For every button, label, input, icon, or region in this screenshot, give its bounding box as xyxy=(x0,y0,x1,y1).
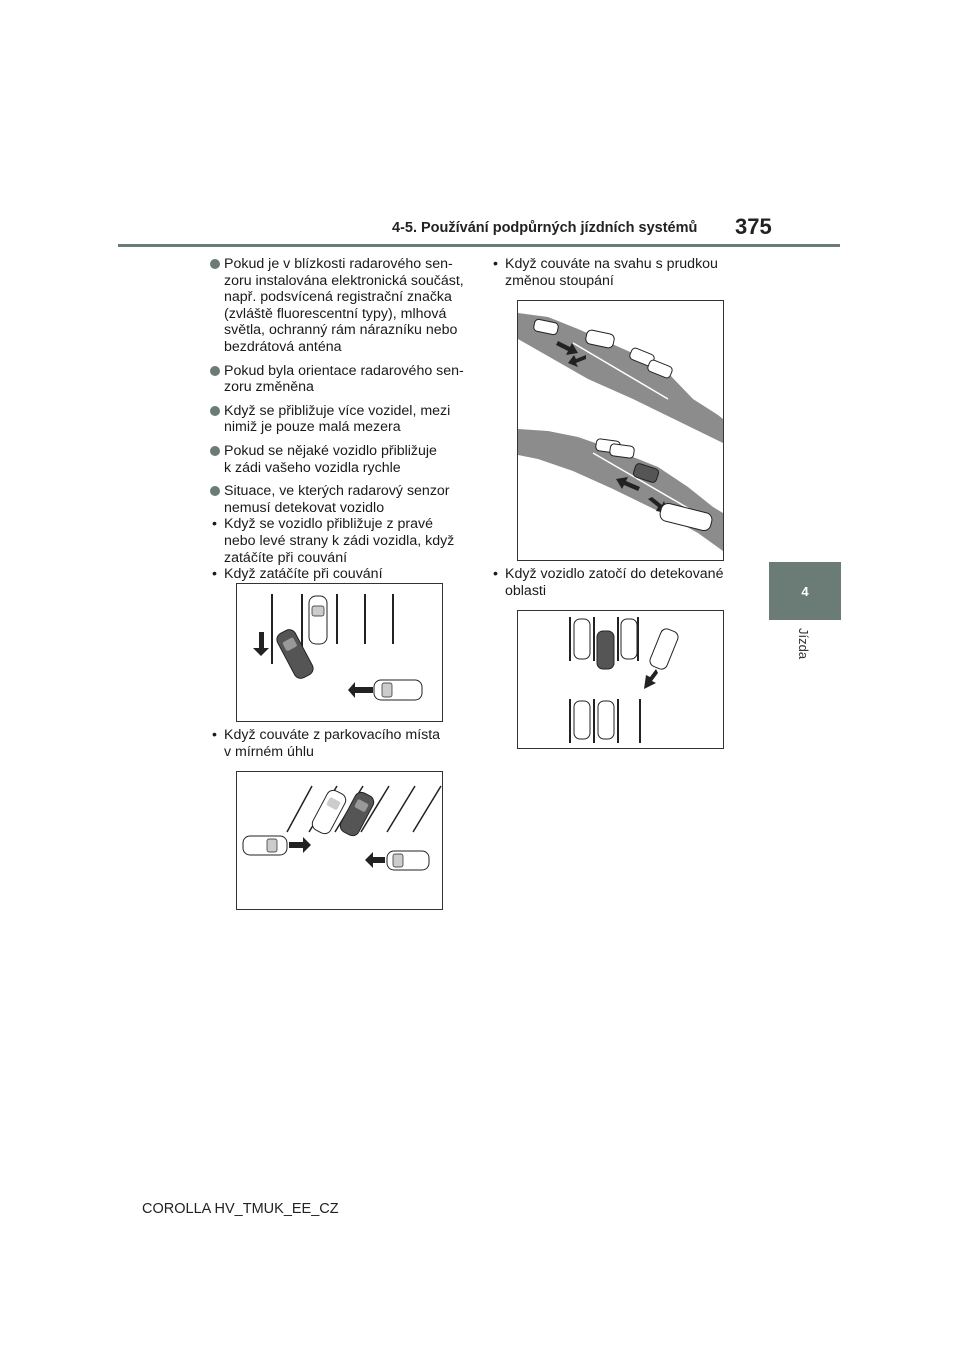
text-line: Pokud byla orientace radarového sen- xyxy=(224,362,464,379)
figure-angled-parking xyxy=(236,771,443,910)
bullet-item xyxy=(210,363,472,396)
text-line: Pokud se nějaké vozidlo přibližuje xyxy=(224,442,437,459)
sub-bullet-mark: • xyxy=(212,727,217,743)
text-line: Když se vozidlo přibližuje z pravé xyxy=(224,516,433,533)
chapter-label: Jízda xyxy=(796,628,811,660)
figure-slope xyxy=(517,300,724,561)
text-line: k zádi vašeho vozidla rychle xyxy=(224,459,401,476)
sub-item xyxy=(210,566,472,583)
text-line: Když vozidlo zatočí do detekované xyxy=(505,566,724,582)
bullet-dot-icon xyxy=(210,486,220,496)
detection-area-diagram xyxy=(518,611,723,748)
parking-diagram xyxy=(237,584,442,721)
slope-diagram xyxy=(518,301,723,560)
header-divider xyxy=(118,244,840,247)
bullet-item xyxy=(210,483,472,516)
text-line: v mírném úhlu xyxy=(224,743,314,760)
text-line: např. podsvícená registrační značka xyxy=(224,289,452,306)
bullet-dot-icon xyxy=(210,406,220,416)
sub-bullet-mark: • xyxy=(212,516,217,533)
text-line: Když zatáčíte při couvání xyxy=(224,566,383,583)
sub-item xyxy=(491,566,731,599)
bullet-item xyxy=(210,403,472,436)
sub-item xyxy=(210,727,472,760)
text-line: (zvláště fluorescentní typy), mlhová xyxy=(224,305,447,322)
bullet-item xyxy=(210,443,472,476)
footer-doc-id: COROLLA HV_TMUK_EE_CZ xyxy=(142,1201,339,1217)
angled-parking-diagram xyxy=(237,772,442,909)
section-title: 4-5. Používání podpůrných jízdních systémů xyxy=(392,220,698,236)
bullet-dot-icon xyxy=(210,259,220,269)
text-line: zatáčíte při couvání xyxy=(224,549,348,566)
bullet-dot-icon xyxy=(210,366,220,376)
sub-bullet-mark: • xyxy=(212,566,217,583)
page-number: 375 xyxy=(735,214,772,239)
text-line: nebo levé strany k zádi vozidla, když xyxy=(224,532,455,549)
text-line: změnou stoupání xyxy=(505,272,614,289)
text-line: Když couváte na svahu s prudkou xyxy=(505,256,718,272)
chapter-tab[interactable] xyxy=(769,562,841,620)
text-line: Když couváte z parkovacího místa xyxy=(224,727,441,743)
right-column xyxy=(491,256,731,289)
sub-bullet-mark: • xyxy=(493,256,498,272)
text-line: světla, ochranný rám nárazníku nebo xyxy=(224,322,458,339)
chapter-number: 4 xyxy=(801,583,809,599)
text-line: zoru instalována elektronická součást, xyxy=(224,272,464,289)
text-line: Pokud je v blízkosti radarového sen- xyxy=(224,256,453,272)
text-line: Když se přibližuje více vozidel, mezi xyxy=(224,402,451,419)
figure-caption xyxy=(210,727,472,760)
text-line: oblasti xyxy=(505,582,547,599)
figure-turning-into-area xyxy=(517,610,724,749)
left-column xyxy=(210,256,472,583)
figure-caption xyxy=(491,566,731,599)
text-line: zoru změněna xyxy=(224,379,314,396)
sub-bullet-mark: • xyxy=(493,566,498,582)
sub-item xyxy=(491,256,731,289)
text-line: nemusí detekovat vozidlo xyxy=(224,499,385,516)
text-line: bezdrátová anténa xyxy=(224,338,342,355)
text-line: Situace, ve kterých radarový senzor xyxy=(224,483,450,500)
text-line: nimiž je pouze malá mezera xyxy=(224,419,401,436)
bullet-item xyxy=(210,256,472,356)
bullet-dot-icon xyxy=(210,446,220,456)
sub-item xyxy=(210,516,472,566)
figure-turning-reverse xyxy=(236,583,443,722)
